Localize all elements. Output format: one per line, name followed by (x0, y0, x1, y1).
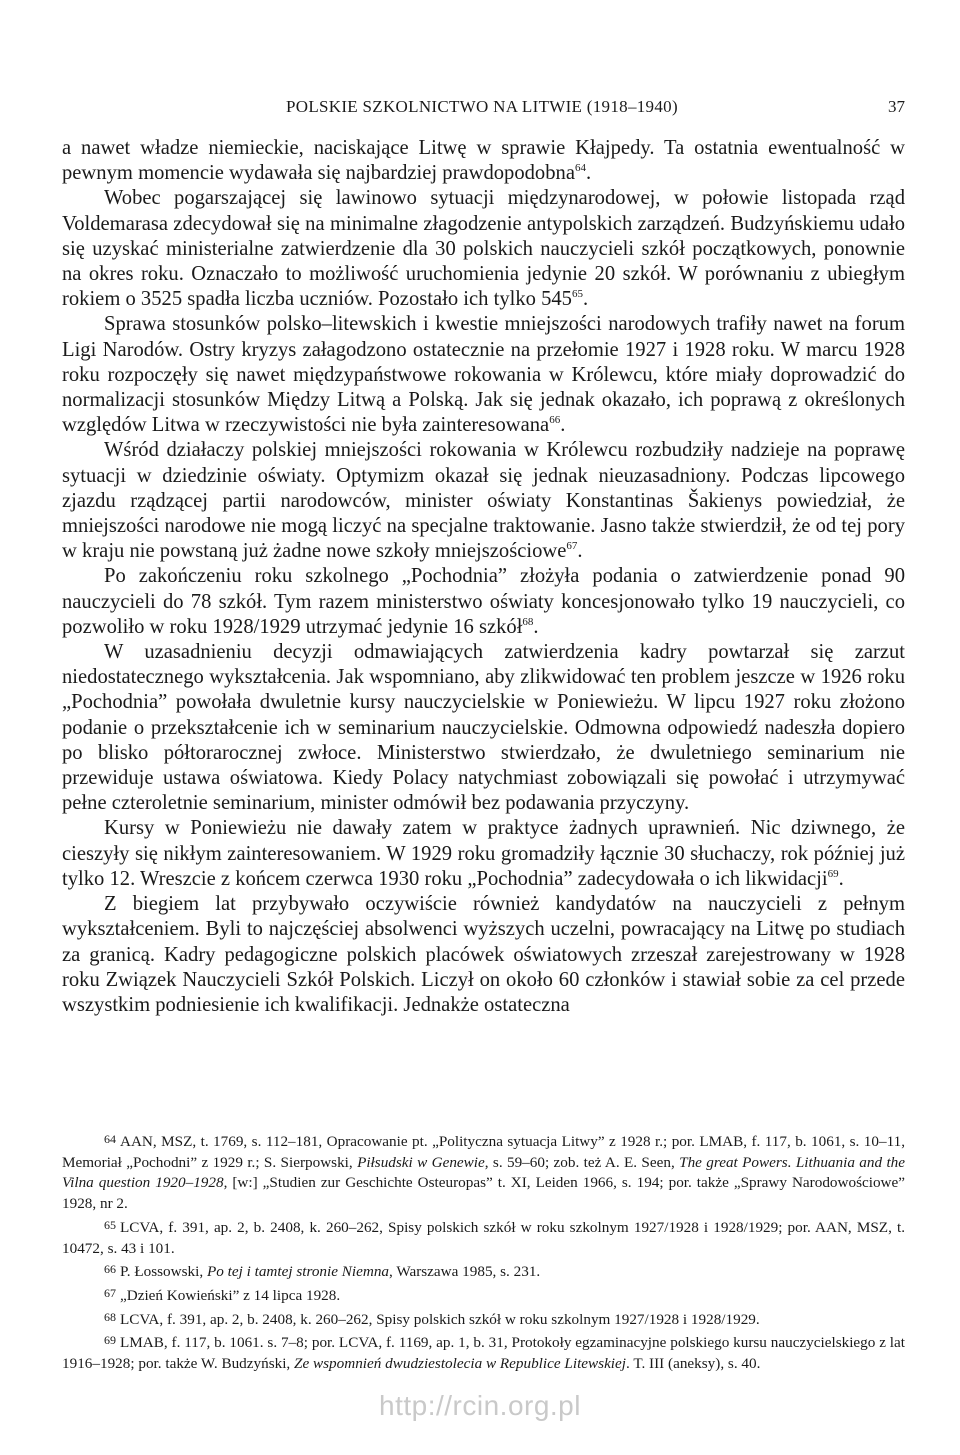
footnote-68 (62, 1307, 905, 1331)
paragraph: Po zakończeniu roku szkolnego „Pochodnia” złożyła podania o zatwierdzenie ponad 90 nauczycieli do 78 szkół. Tym razem ministerstwo oświaty koncesjonowało tylko 19 nauczycieli, co pozwoliło w roku 1928/1929 utrzymać jedynie 16 szkół$^{68}$. (62, 565, 905, 638)
paragraph-text: a nawet władze niemieckie, naciskające Litwę w sprawie Kłajpedy. Ta ostatnia ewentualność w pewnym momencie wydawała się najbardziej prawdopodobna (62, 137, 905, 185)
footnote-text: , [w:] „Studien zur Geschichte Osteuropas” t. XI, Leiden 1966, s. 194; por. także „Sprawy Narodowościowe” 1928, nr 2. (62, 1174, 905, 1213)
paragraph: Kursy w Poniewieżu nie dawały zatem w praktyce żadnych uprawnień. Nic dziwnego, że cieszyły się nikłym zainteresowaniem. W 1929 roku gromadziły łącznie 30 słuchaczy, rok później już tylko 12. Wreszcie z końcem czerwca 1930 roku „Pochodnia” zadecydowała o ich likwidacji$^{69}$. (62, 817, 905, 890)
paragraph: Wobec pogarszającej się lawinowo sytuacji międzynarodowej, w połowie listopada rząd Voldemarasa zdecydował się na minimalne złagodzenie antypolskich zarządzeń. Budzyńskiemu udało się uzyskać ministerialne zatwierdzenie dla 30 polskich nauczycieli szkół początkowych, ponownie na okres roku. Oznaczało to możliwość uruchomienia jedynie 20 szkół. W porównaniu z ubiegłym rokiem o 3525 spadła liczba uczniów. Pozostało ich tylko $545^{65}$. (62, 187, 905, 311)
footnote-65 (62, 1215, 905, 1259)
paragraph (62, 640, 905, 816)
footnote-number: 69 (104, 1333, 116, 1348)
footnote-text: LMAB, f. 117, b. 1061. s. 7–8; por. LCVA, f. 1169, ap. 1, b. 31, Protokoły egzaminacyjne polskiego kursu nauczycielskiego z lat 1916–1928; por. także W. Budzyński, (62, 1334, 905, 1373)
footnote-text: P. Łossowski, (120, 1263, 207, 1281)
running-header (62, 97, 905, 123)
paragraph-text: Wśród działaczy polskiej mniejszości rokowania w Królewcu rozbudziły nadzieje na poprawę sytuacji w dziedzinie oświaty. Optymizm okazał się jednak nieuzasadniony. Podczas lipcowego zjazdu rządzącej partii narodowców, minister oświaty Konstantinas Šakienys powiedział, że mniejszości narodowe nie mogą liczyć na specjalne traktowanie. Jasno także stwierdził, że od tej pory w kraju nie powstaną już żadne nowe szkoły mniejszościowe (62, 439, 905, 563)
footnote-text: , s. 59–60; zob. też A. E. Seen, (484, 1153, 680, 1171)
footnote-number: 67 (104, 1285, 116, 1300)
footnote-ref[interactable]: 68 (522, 615, 534, 628)
footnote-ref[interactable]: 67 (566, 540, 578, 553)
paragraph: Wśród działaczy polskiej mniejszości rokowania w Królewcu rozbudziły nadzieje na poprawę sytuacji w dziedzinie oświaty. Optymizm okazał się jednak nieuzasadniony. Podczas lipcowego zjazdu rządzącej partii narodowców, minister oświaty Konstantinas Šakienys powiedział, że mniejszości narodowe nie mogą liczyć na specjalne traktowanie. Jasno także stwierdził, że od tej pory w kraju nie powstaną już żadne nowe szkoły mniejszościowe$^{67}$. (62, 439, 905, 563)
footnote-title: Ze wspomnień dwudziestolecia w Republice Litewskiej (294, 1355, 626, 1373)
footnote-66 (62, 1259, 905, 1283)
paragraph-text: Sprawa stosunków polsko–litewskich i kwestie mniejszości narodowych trafiły nawet na forum Ligi Narodów. Ostry kryzys załagodzono ostatecznie na przełomie 1927 i 1928 roku. W marcu 1928 roku rozpoczęły się nawet międzypaństwowe rokowania w Królewcu, które miały doprowadzić do normalizacji stosunków Między Litwą a Polską. Jak się jednak okazało, ich poprawą z określonych względów Litwa w rzeczywistości nie była zainteresowana (62, 313, 905, 437)
footnote-text: LCVA, f. 391, ap. 2, b. 2408, k. 260–262, Spisy polskich szkół w roku szkolnym 1927/1928 i 1928/1929. (120, 1310, 760, 1328)
page-number: 37 (888, 97, 905, 116)
paragraph (62, 892, 905, 1018)
footnote-69 (62, 1330, 905, 1374)
paragraph: Sprawa stosunków polsko–litewskich i kwestie mniejszości narodowych trafiły nawet na forum Ligi Narodów. Ostry kryzys załagodzono ostatecznie na przełomie 1927 i 1928 roku. W marcu 1928 roku rozpoczęły się nawet międzypaństwowe rokowania w Królewcu, które miały doprowadzić do normalizacji stosunków Między Litwą a Polską. Jak się jednak okazało, ich poprawą z określonych względów Litwa w rzeczywistości nie była zainteresowana$^{66}$. (62, 313, 905, 437)
footnote-64 (62, 1129, 905, 1215)
footnote-number: 65 (104, 1217, 116, 1232)
footnote-text: „Dzień Kowieński” z 14 lipca 1928. (120, 1286, 341, 1304)
body-text (62, 136, 905, 1018)
footnote-ref[interactable]: 69 (827, 867, 839, 880)
paragraph-text: Wobec pogarszającej się lawinowo sytuacji międzynarodowej, w połowie listopada rząd Voldemarasa zdecydował się na minimalne złagodzenie antypolskich zarządzeń. Budzyńskiemu udało się uzyskać ministerialne zatwierdzenie dla 30 polskich nauczycieli szkół początkowych, ponownie na okres roku. Oznaczało to możliwość uruchomienia jedynie 20 szkół. W porównaniu z ubiegłym rokiem o 3525 spadła liczba uczniów. Pozostało ich tylko 545 (62, 187, 905, 311)
footnote-title: The great Powers. Lithuania and the Vilna question 1920–1928 (62, 1153, 906, 1192)
paragraph-text: Z biegiem lat przybywało oczywiście również kandydatów na nauczycieli z pełnym wykształceniem. Byli to najczęściej absolwenci wyższych uczelni, powracający na Litwę po studiach za granicą. Kadry pedagogiczne polskich placówek oświatowych zrzeszał zarejestrowany w 1928 roku Związek Nauczycieli Szkół Polskich. Liczył on około 60 członków i stawiał sobie za cel przede wszystkim podniesienie ich kwalifikacji. Jednakże ostateczna (62, 893, 905, 1016)
footnote-ref[interactable]: 65 (571, 288, 583, 301)
footnote-67 (62, 1283, 905, 1307)
paragraph-text: W uzasadnieniu decyzji odmawiających zatwierdzenia kadry powtarzał się zarzut niedostatecznego wykształcenia. Jak wspomniano, aby zlikwidować ten problem jeszcze w 1926 roku „Pochodnia” powołała dwuletnie kursy nauczycielskie w Poniewieżu. W lipcu 1927 roku złożono podanie o przekształcenie ich w seminarium nauczycielskie. Odmowna odpowiedź nadeszła dopiero po blisko półtorarocznej zwłoce. Ministerstwo stwierdzało, że dwuletniego seminarium nie przewiduje ustawa oświatowa. Kiedy Polacy natychmiast zobowiązali się powołać i utrzymywać pełne czteroletnie seminarium, minister odmówił bez podawania przyczyny. (62, 641, 905, 815)
paragraph-text: Kursy w Poniewieżu nie dawały zatem w praktyce żadnych uprawnień. Nic dziwnego, że cieszyły się nikłym zainteresowaniem. W 1929 roku gromadziły łącznie 30 słuchaczy, rok później już tylko 12. Wreszcie z końcem czerwca 1930 roku „Pochodnia” zadecydowała o ich likwidacji (62, 817, 905, 890)
paragraph-text: Po zakończeniu roku szkolnego „Pochodnia” złożyła podania o zatwierdzenie ponad 90 nauczycieli do 78 szkół. Tym razem ministerstwo oświaty koncesjonowało tylko 19 nauczycieli, co pozwoliło w roku 1928/1929 utrzymać jedynie 16 szkół (62, 565, 905, 638)
footnote-number: 68 (104, 1309, 116, 1324)
footnote-ref[interactable]: 64 (574, 162, 586, 175)
footnote-title: Po tej i tamtej stronie Niemna (206, 1263, 390, 1281)
footnote-text: . T. III (aneksy), s. 40. (626, 1355, 761, 1373)
footnote-number: 64 (104, 1132, 116, 1146)
footnote-title: Piłsudski w Genewie (357, 1153, 485, 1171)
watermark-url: http://rcin.org.pl (379, 1390, 581, 1421)
paragraph: a nawet władze niemieckie, naciskające Litwę w sprawie Kłajpedy. Ta ostatnia ewentualność w pewnym momencie wydawała się najbardziej prawdopodobna$^{64}$. (62, 137, 905, 185)
footnote-number: 66 (104, 1262, 116, 1277)
footnote-ref[interactable]: 66 (549, 414, 561, 427)
footnotes (62, 1129, 905, 1375)
running-title: POLSKIE SZKOLNICTWO NA LITWIE (1918–1940) (286, 97, 678, 116)
footnote-text: LCVA, f. 391, ap. 2, b. 2408, k. 260–262, Spisy polskich szkół w roku szkolnym 1927/1928 i 1928/1929; por. AAN, MSZ, t. 10472, s. 43 i 101. (62, 1218, 905, 1257)
footnote-text: AAN, MSZ, t. 1769, s. 112–181, Opracowanie pt. „Polityczna sytuacja Litwy” z 1928 r.; por. LMAB, f. 117, b. 1061, s. 10–11, Memoriał „Pochodni” z 1929 r.; S. Sierpowski, (62, 1133, 905, 1171)
footnote-text: , Warszawa 1985, s. 231. (389, 1263, 541, 1281)
